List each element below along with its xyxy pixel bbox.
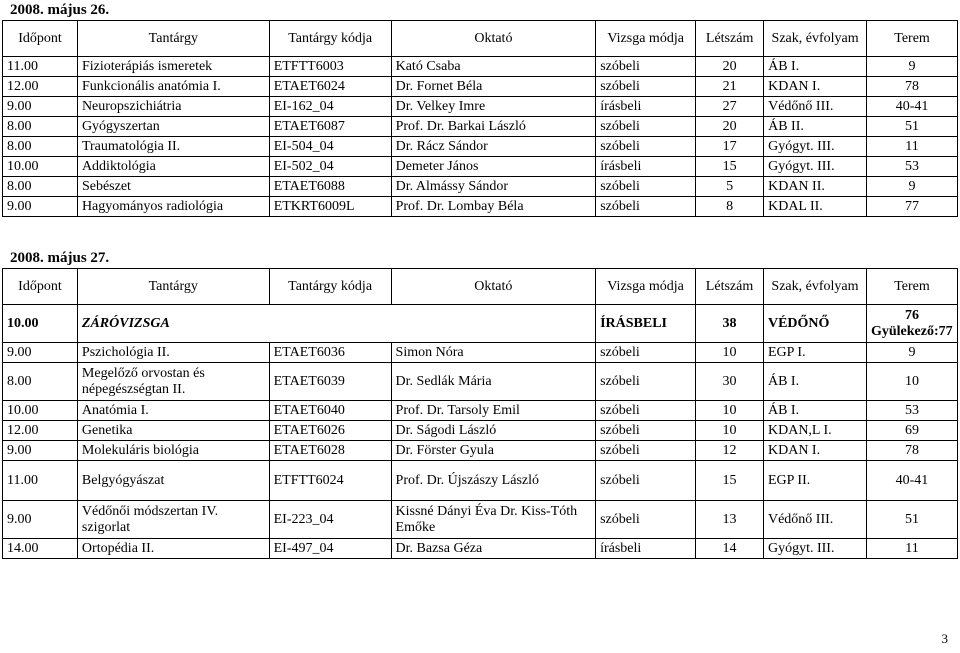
- cell-count: 14: [696, 539, 764, 559]
- cell-time: 9.00: [3, 501, 78, 539]
- header-count: Létszám: [696, 269, 764, 305]
- cell-teacher: Kató Csaba: [391, 57, 596, 77]
- cell-count: 27: [696, 97, 764, 117]
- cell-room: 78: [866, 441, 957, 461]
- header-major: Szak, évfolyam: [764, 21, 867, 57]
- exam-table-day1: [2, 20, 958, 217]
- header-code: Tantárgy kódja: [269, 269, 391, 305]
- cell-mode: szóbeli: [596, 401, 696, 421]
- cell-code: ETAET6036: [269, 343, 391, 363]
- cell-major: EGP II.: [763, 461, 866, 501]
- cell-code: EI-504_04: [269, 137, 391, 157]
- cell-room: 9: [867, 57, 958, 77]
- cell-major: ÁB I.: [763, 401, 866, 421]
- cell-teacher: Dr. Fornet Béla: [391, 77, 596, 97]
- header-major: Szak, évfolyam: [763, 269, 866, 305]
- cell-teacher: Simon Nóra: [391, 343, 596, 363]
- cell-subject: Belgyógyászat: [77, 461, 269, 501]
- cell-code: ETFTT6003: [269, 57, 391, 77]
- header-mode: Vizsga módja: [596, 21, 696, 57]
- cell-code: EI-162_04: [269, 97, 391, 117]
- cell-room: 9: [866, 343, 957, 363]
- table-row: [3, 401, 958, 421]
- cell-room: 11: [867, 137, 958, 157]
- cell-count: 10: [696, 343, 764, 363]
- cell-teacher: Prof. Dr. Lombay Béla: [391, 197, 596, 217]
- table-row: [3, 77, 958, 97]
- cell-count: 20: [696, 117, 764, 137]
- table-row: [3, 343, 958, 363]
- cell-time: 12.00: [3, 77, 78, 97]
- cell-mode: szóbeli: [596, 137, 696, 157]
- cell-count: 15: [696, 461, 764, 501]
- cell-time: 11.00: [3, 57, 78, 77]
- final-time: 10.00: [3, 305, 78, 343]
- cell-room: 69: [866, 421, 957, 441]
- cell-mode: szóbeli: [596, 197, 696, 217]
- final-major: VÉDŐNŐ: [763, 305, 866, 343]
- cell-code: EI-502_04: [269, 157, 391, 177]
- cell-count: 10: [696, 421, 764, 441]
- cell-time: 14.00: [3, 539, 78, 559]
- cell-subject: Anatómia I.: [77, 401, 269, 421]
- cell-major: KDAN I.: [763, 441, 866, 461]
- cell-subject: Gyógyszertan: [77, 117, 269, 137]
- cell-room: 10: [866, 363, 957, 401]
- cell-mode: írásbeli: [596, 539, 696, 559]
- cell-code: ETAET6026: [269, 421, 391, 441]
- cell-time: 9.00: [3, 441, 78, 461]
- cell-major: EGP I.: [763, 343, 866, 363]
- cell-mode: írásbeli: [596, 157, 696, 177]
- cell-time: 8.00: [3, 117, 78, 137]
- final-room-gather: Gyülekező:77: [870, 323, 953, 339]
- cell-time: 8.00: [3, 177, 78, 197]
- cell-room: 53: [867, 157, 958, 177]
- cell-major: ÁB II.: [764, 117, 867, 137]
- cell-time: 10.00: [3, 157, 78, 177]
- header-count: Létszám: [696, 21, 764, 57]
- cell-room: 51: [867, 117, 958, 137]
- cell-major: KDAN II.: [764, 177, 867, 197]
- cell-mode: írásbeli: [596, 97, 696, 117]
- cell-mode: szóbeli: [596, 441, 696, 461]
- cell-count: 30: [696, 363, 764, 401]
- cell-mode: szóbeli: [596, 343, 696, 363]
- header-subject: Tantárgy: [77, 21, 269, 57]
- cell-count: 12: [696, 441, 764, 461]
- cell-code: ETAET6028: [269, 441, 391, 461]
- cell-room: 11: [866, 539, 957, 559]
- cell-time: 12.00: [3, 421, 78, 441]
- cell-mode: szóbeli: [596, 421, 696, 441]
- cell-code: ETAET6088: [269, 177, 391, 197]
- date-heading-day1: 2008. május 26.: [10, 2, 110, 18]
- cell-subject: Pszichológia II.: [77, 343, 269, 363]
- table-row: [3, 157, 958, 177]
- cell-time: 8.00: [3, 137, 78, 157]
- cell-time: 10.00: [3, 401, 78, 421]
- cell-major: KDAN,L I.: [763, 421, 866, 441]
- cell-major: KDAN I.: [764, 77, 867, 97]
- cell-code: ETFTT6024: [269, 461, 391, 501]
- cell-teacher: Dr. Rácz Sándor: [391, 137, 596, 157]
- final-exam-row: [3, 305, 958, 343]
- cell-time: 9.00: [3, 97, 78, 117]
- header-mode: Vizsga módja: [596, 269, 696, 305]
- cell-subject: Neuropszichiátria: [77, 97, 269, 117]
- table-row: [3, 363, 958, 401]
- cell-room: 78: [867, 77, 958, 97]
- cell-major: Gyógyt. III.: [764, 137, 867, 157]
- cell-mode: szóbeli: [596, 461, 696, 501]
- cell-subject: Hagyományos radiológia: [77, 197, 269, 217]
- header-teacher: Oktató: [391, 269, 596, 305]
- table-row: [3, 461, 958, 501]
- final-mode: ÍRÁSBELI: [596, 305, 696, 343]
- cell-major: Gyógyt. III.: [763, 539, 866, 559]
- table-row: [3, 177, 958, 197]
- cell-code: ETAET6039: [269, 363, 391, 401]
- table-row: [3, 197, 958, 217]
- cell-code: ETAET6087: [269, 117, 391, 137]
- cell-count: 20: [696, 57, 764, 77]
- header-room: Terem: [866, 269, 957, 305]
- cell-subject: Megelőző orvostan és népegészségtan II.: [77, 363, 269, 401]
- table-row: [3, 97, 958, 117]
- cell-count: 15: [696, 157, 764, 177]
- cell-code: EI-497_04: [269, 539, 391, 559]
- cell-subject: Védőnői módszertan IV. szigorlat: [77, 501, 269, 539]
- header-time: Időpont: [3, 269, 78, 305]
- cell-count: 5: [696, 177, 764, 197]
- cell-teacher: Prof. Dr. Tarsoly Emil: [391, 401, 596, 421]
- cell-teacher: Dr. Almássy Sándor: [391, 177, 596, 197]
- cell-room: 9: [867, 177, 958, 197]
- cell-code: ETAET6040: [269, 401, 391, 421]
- cell-count: 17: [696, 137, 764, 157]
- table-header-row: [3, 269, 958, 305]
- cell-teacher: Dr. Sedlák Mária: [391, 363, 596, 401]
- table-row: [3, 137, 958, 157]
- header-code: Tantárgy kódja: [269, 21, 391, 57]
- final-title: ZÁRÓVIZSGA: [77, 305, 595, 343]
- header-subject: Tantárgy: [77, 269, 269, 305]
- final-room-number: 76: [904, 307, 919, 323]
- cell-subject: Molekuláris biológia: [77, 441, 269, 461]
- exam-table-day2: [2, 268, 958, 559]
- cell-subject: Funkcionális anatómia I.: [77, 77, 269, 97]
- cell-subject: Addiktológia: [77, 157, 269, 177]
- cell-teacher: Dr. Velkey Imre: [391, 97, 596, 117]
- cell-major: KDAL II.: [764, 197, 867, 217]
- cell-count: 8: [696, 197, 764, 217]
- cell-room: 53: [866, 401, 957, 421]
- final-count: 38: [696, 305, 764, 343]
- cell-mode: szóbeli: [596, 363, 696, 401]
- cell-mode: szóbeli: [596, 117, 696, 137]
- cell-mode: szóbeli: [596, 177, 696, 197]
- cell-room: 40-41: [867, 97, 958, 117]
- table-row: [3, 539, 958, 559]
- final-room: [866, 305, 957, 343]
- cell-time: 9.00: [3, 343, 78, 363]
- cell-mode: szóbeli: [596, 77, 696, 97]
- cell-time: 9.00: [3, 197, 78, 217]
- cell-teacher: Demeter János: [391, 157, 596, 177]
- cell-room: 77: [867, 197, 958, 217]
- cell-major: Gyógyt. III.: [764, 157, 867, 177]
- cell-subject: Ortopédia II.: [77, 539, 269, 559]
- cell-major: ÁB I.: [763, 363, 866, 401]
- cell-mode: szóbeli: [596, 57, 696, 77]
- cell-subject: Genetika: [77, 421, 269, 441]
- cell-teacher: Dr. Bazsa Géza: [391, 539, 596, 559]
- cell-major: Védőnő III.: [763, 501, 866, 539]
- cell-subject: Fizioterápiás ismeretek: [77, 57, 269, 77]
- date-heading-day2: 2008. május 27.: [10, 250, 110, 266]
- cell-subject: Sebészet: [77, 177, 269, 197]
- cell-room: 51: [866, 501, 957, 539]
- page-number: 3: [941, 631, 948, 646]
- cell-time: 8.00: [3, 363, 78, 401]
- cell-count: 13: [696, 501, 764, 539]
- header-room: Terem: [867, 21, 958, 57]
- cell-count: 10: [696, 401, 764, 421]
- table-row: [3, 117, 958, 137]
- cell-teacher: Dr. Ságodi László: [391, 421, 596, 441]
- cell-teacher: Dr. Förster Gyula: [391, 441, 596, 461]
- cell-major: Védőnő III.: [764, 97, 867, 117]
- table-row: [3, 501, 958, 539]
- cell-teacher: Kissné Dányi Éva Dr. Kiss-Tóth Emőke: [391, 501, 596, 539]
- table-header-row: [3, 21, 958, 57]
- cell-room: 40-41: [866, 461, 957, 501]
- cell-subject: Traumatológia II.: [77, 137, 269, 157]
- table-row: [3, 441, 958, 461]
- cell-major: ÁB I.: [764, 57, 867, 77]
- cell-mode: szóbeli: [596, 501, 696, 539]
- cell-code: ETAET6024: [269, 77, 391, 97]
- header-teacher: Oktató: [391, 21, 596, 57]
- cell-code: ETKRT6009L: [269, 197, 391, 217]
- cell-count: 21: [696, 77, 764, 97]
- table-row: [3, 421, 958, 441]
- cell-code: EI-223_04: [269, 501, 391, 539]
- header-time: Időpont: [3, 21, 78, 57]
- cell-teacher: Prof. Dr. Barkai László: [391, 117, 596, 137]
- cell-teacher: Prof. Dr. Újszászy László: [391, 461, 596, 501]
- cell-time: 11.00: [3, 461, 78, 501]
- table-row: [3, 57, 958, 77]
